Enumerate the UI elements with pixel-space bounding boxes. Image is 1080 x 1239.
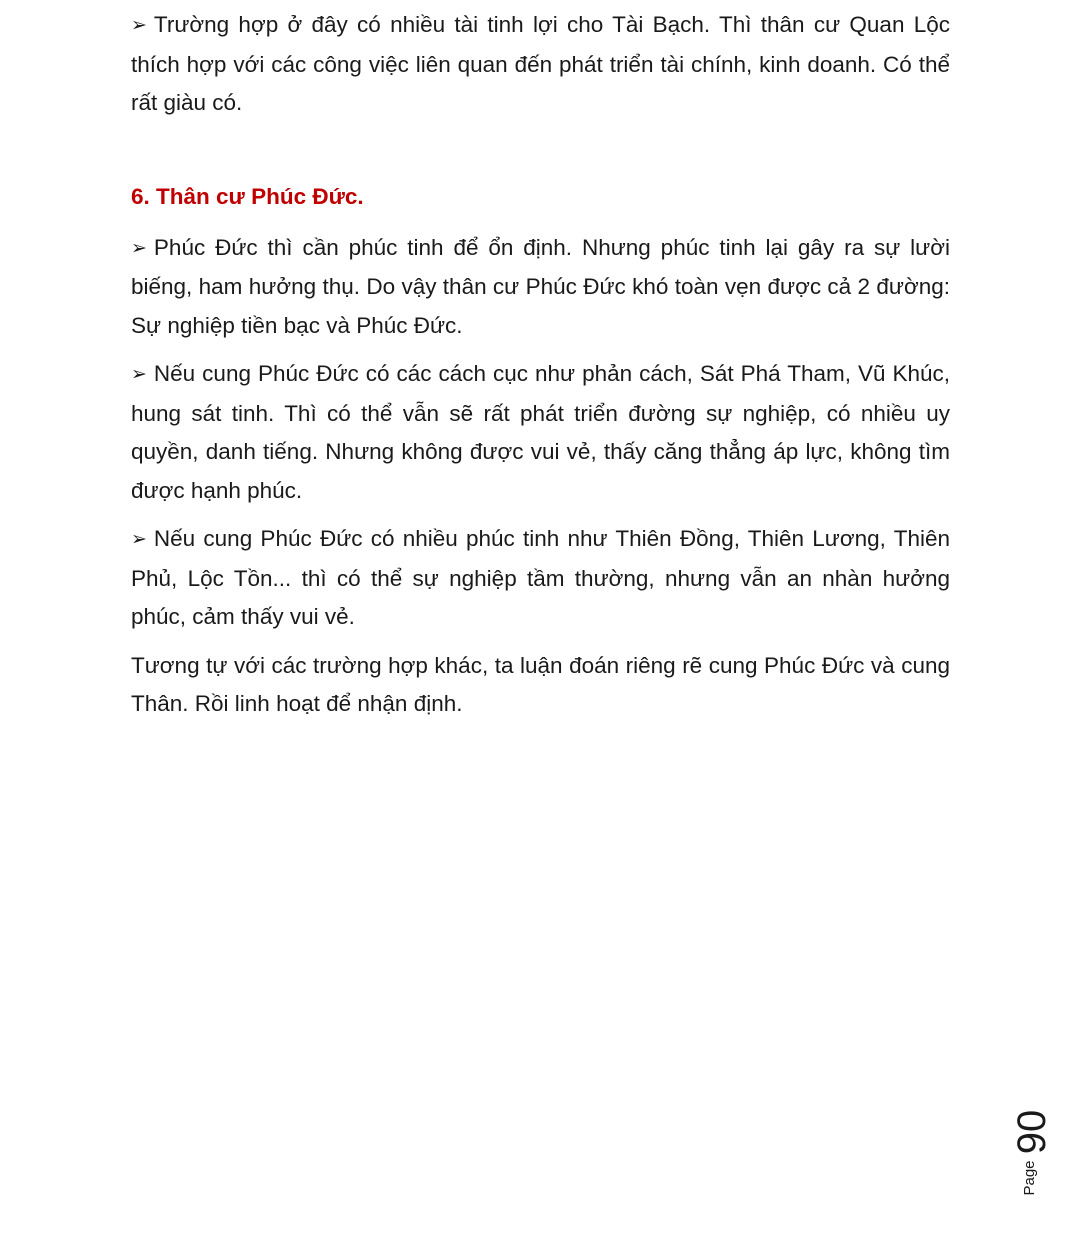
section-bullet-3-text: Nếu cung Phúc Đức có nhiều phúc tinh như Thiên Đồng, Thiên Lương, Thiên Phủ, Lộc Tồn... thì có thể sự nghiệp tầm thường, nhưng vẫn an nhàn hưởng phúc, cảm thấy vui vẻ. <box>131 526 950 629</box>
page-label: Page <box>1021 1160 1038 1196</box>
arrow-bullet-icon: ➢ <box>131 363 147 385</box>
section-bullet-1 <box>131 229 950 346</box>
arrow-bullet-icon: ➢ <box>131 236 147 259</box>
intro-bullet <box>131 6 950 123</box>
arrow-bullet-icon: ➢ <box>131 14 147 36</box>
intro-bullet-text: Trường hợp ở đây có nhiều tài tinh lợi cho Tài Bạch. Thì thân cư Quan Lộc thích hợp với các công việc liên quan đến phát triển tài chính, kinh doanh. Có thể rất giàu có. <box>131 12 950 115</box>
closing-paragraph: Tương tự với các trường hợp khác, ta luận đoán riêng rẽ cung Phúc Đức và cung Thân. Rồi linh hoạt để nhận định. <box>131 652 950 716</box>
section-bullet-2 <box>131 355 950 510</box>
document-body <box>131 6 950 724</box>
arrow-bullet-icon: ➢ <box>131 528 147 550</box>
section-bullet-1-text: Phúc Đức thì cần phúc tinh để ổn định. Nhưng phúc tinh lại gây ra sự lười biếng, ham hưởng thụ. Do vậy thân cư Phúc Đức khó toàn vẹn được cả 2 đường: Sự nghiệp tiền bạc và Phúc Đức. <box>131 234 950 338</box>
section-bullet-2-text: Nếu cung Phúc Đức có các cách cục như phản cách, Sát Phá Tham, Vũ Khúc, hung sát tinh. Thì có thể vẫn sẽ rất phát triển đường sự nghiệp, có nhiều uy quyền, danh tiếng. Nhưng không được vui vẻ, thấy căng thẳng áp lực, không tìm được hạnh phúc. <box>131 361 950 503</box>
section-bullet-3 <box>131 520 950 637</box>
section-heading: 6. Thân cư Phúc Đức. <box>131 183 364 209</box>
page-number: 90 <box>1010 1109 1054 1155</box>
